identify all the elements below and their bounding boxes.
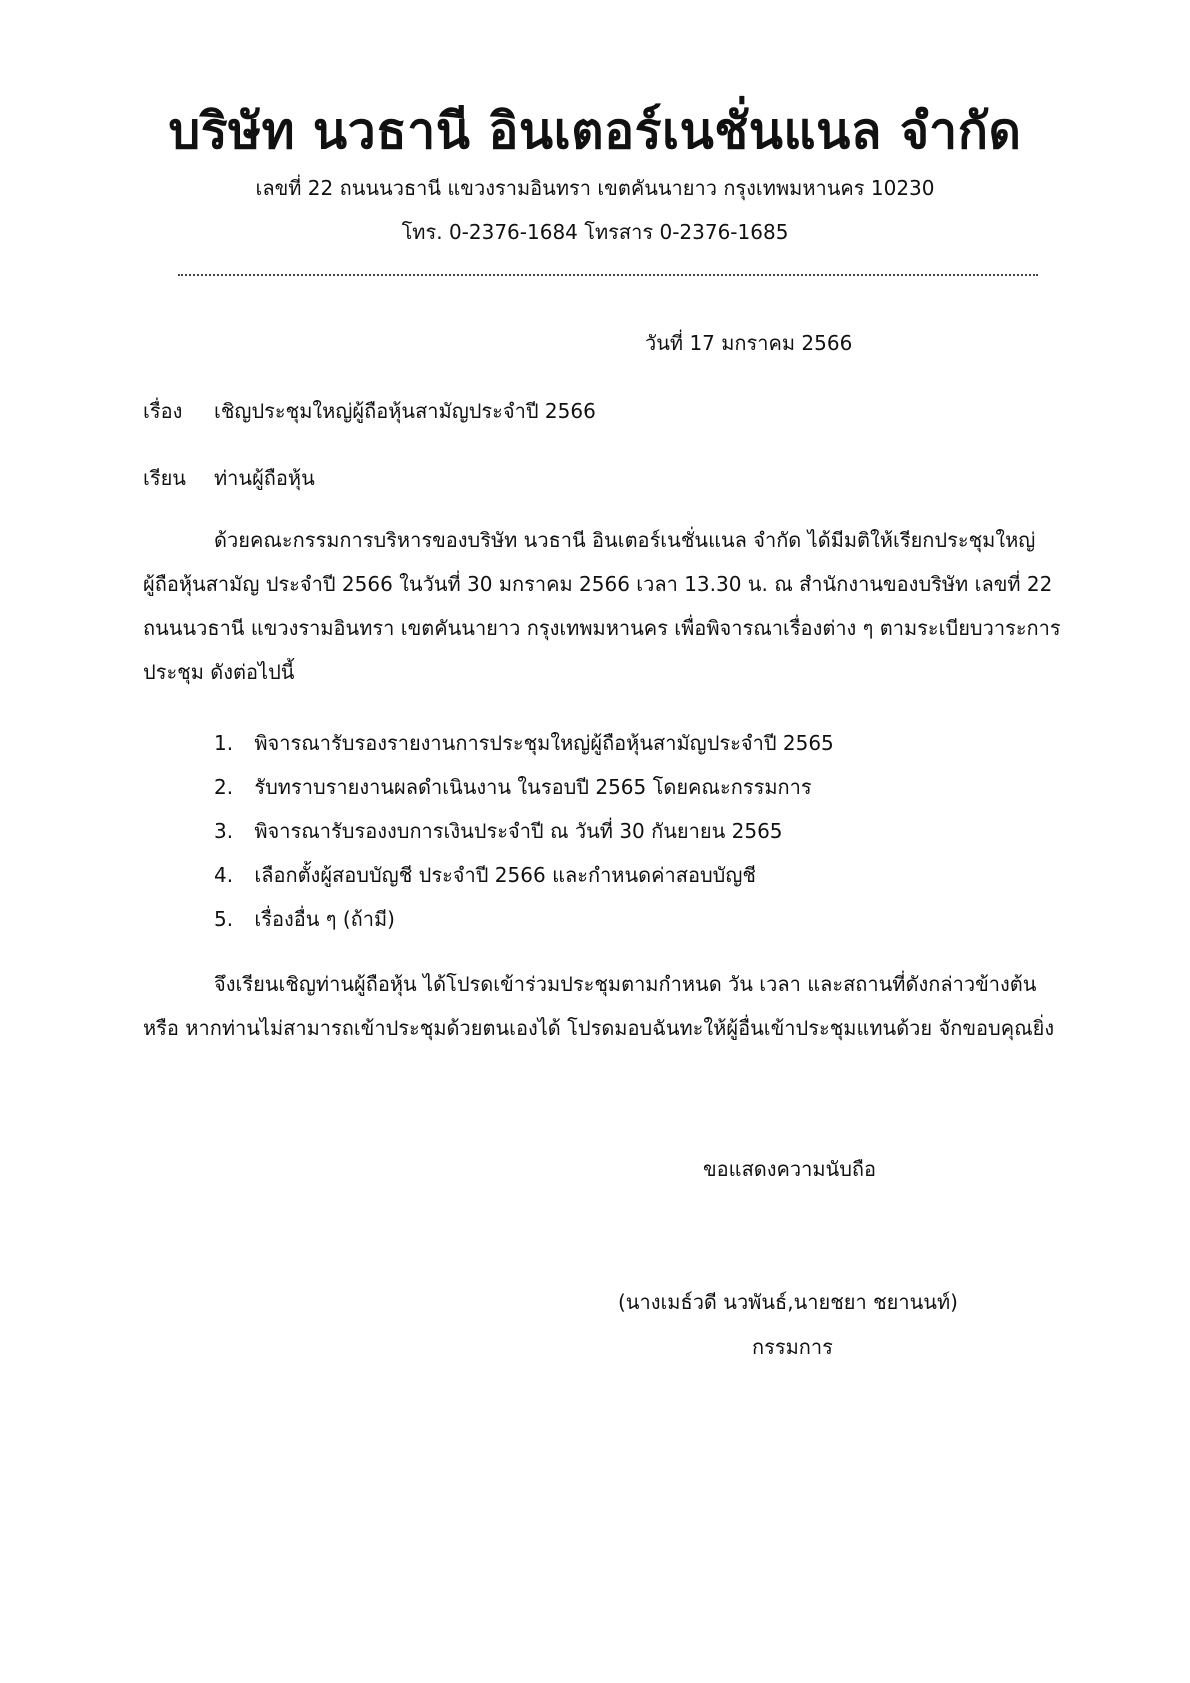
closing-line: จึงเรียนเชิญท่านผู้ถือหุ้น ได้โปรดเข้าร่วมประชุมตามกำหนด วัน เวลา และสถานที่ดังกล่าวข้างต้น — [214, 972, 1037, 996]
agenda-text: เรื่องอื่น ๆ (ถ้ามี) — [254, 907, 395, 931]
recipient-label: เรียน — [143, 466, 186, 490]
company-address: เลขที่ 22 ถนนนวธานี แขวงรามอินทรา เขตคันนายาว กรุงเทพมหานคร 10230 — [255, 176, 935, 200]
signer-position: กรรมการ — [752, 1335, 833, 1359]
subject-value: เชิญประชุมใหญ่ผู้ถือหุ้นสามัญประจำปี 2566 — [214, 399, 596, 423]
subject-label: เรื่อง — [143, 399, 183, 423]
agenda-text: พิจารณารับรองงบการเงินประจำปี ณ วันที่ 30 กันยายน 2565 — [254, 819, 783, 843]
regards-text: ขอแสดงความนับถือ — [703, 1157, 877, 1181]
company-name: บริษัท นวธานี อินเตอร์เนชั่นแนล จำกัด — [168, 102, 1022, 160]
recipient-value: ท่านผู้ถือหุ้น — [214, 466, 315, 490]
agenda-number: 1. — [214, 731, 234, 755]
agenda-item — [214, 859, 756, 891]
letter-date: วันที่ 17 มกราคม 2566 — [645, 331, 853, 355]
body-line: ด้วยคณะกรรมการบริหารของบริษัท นวธานี อินเตอร์เนชั่นแนล จำกัด ได้มีมติให้เรียกประชุมใหญ่ — [214, 528, 1036, 552]
body-paragraph — [143, 518, 1083, 694]
agenda-number: 5. — [214, 907, 234, 931]
body-line: ถนนนวธานี แขวงรามอินทรา เขตคันนายาว กรุงเทพมหานคร เพื่อพิจารณาเรื่องต่าง ๆ ตามระเบียบวาระการ — [143, 616, 1061, 640]
agenda-item — [214, 771, 812, 803]
agenda-item — [214, 727, 834, 759]
agenda-text: พิจารณารับรองรายงานการประชุมใหญ่ผู้ถือหุ้นสามัญประจำปี 2565 — [254, 731, 834, 755]
agenda-text: เลือกตั้งผู้สอบบัญชี ประจำปี 2566 และกำหนดค่าสอบบัญชี — [254, 863, 756, 887]
agenda-item — [214, 903, 395, 935]
agenda-item — [214, 815, 783, 847]
company-phone: โทร. 0-2376-1684 โทรสาร 0-2376-1685 — [401, 220, 789, 244]
agenda-number: 4. — [214, 863, 234, 887]
body-line: ประชุม ดังต่อไปนี้ — [143, 660, 295, 684]
body-line: ผู้ถือหุ้นสามัญ ประจำปี 2566 ในวันที่ 30 มกราคม 2566 เวลา 13.30 น. ณ สำนักงานของบริษัท เลขที่ 22 — [143, 572, 1053, 596]
closing-paragraph — [143, 962, 1083, 1050]
signer-name: (นางเมธ์วดี นวพันธ์,นายชยา ชยานนท์) — [618, 1290, 958, 1314]
header-divider — [178, 274, 1038, 276]
agenda-number: 2. — [214, 775, 234, 799]
agenda-text: รับทราบรายงานผลดำเนินงาน ในรอบปี 2565 โดยคณะกรรมการ — [254, 775, 812, 799]
agenda-number: 3. — [214, 819, 234, 843]
closing-line: หรือ หากท่านไม่สามารถเข้าประชุมด้วยตนเองได้ โปรดมอบฉันทะให้ผู้อื่นเข้าประชุมแทนด้วย จักขอบคุณยิ่ง — [143, 1016, 1055, 1040]
